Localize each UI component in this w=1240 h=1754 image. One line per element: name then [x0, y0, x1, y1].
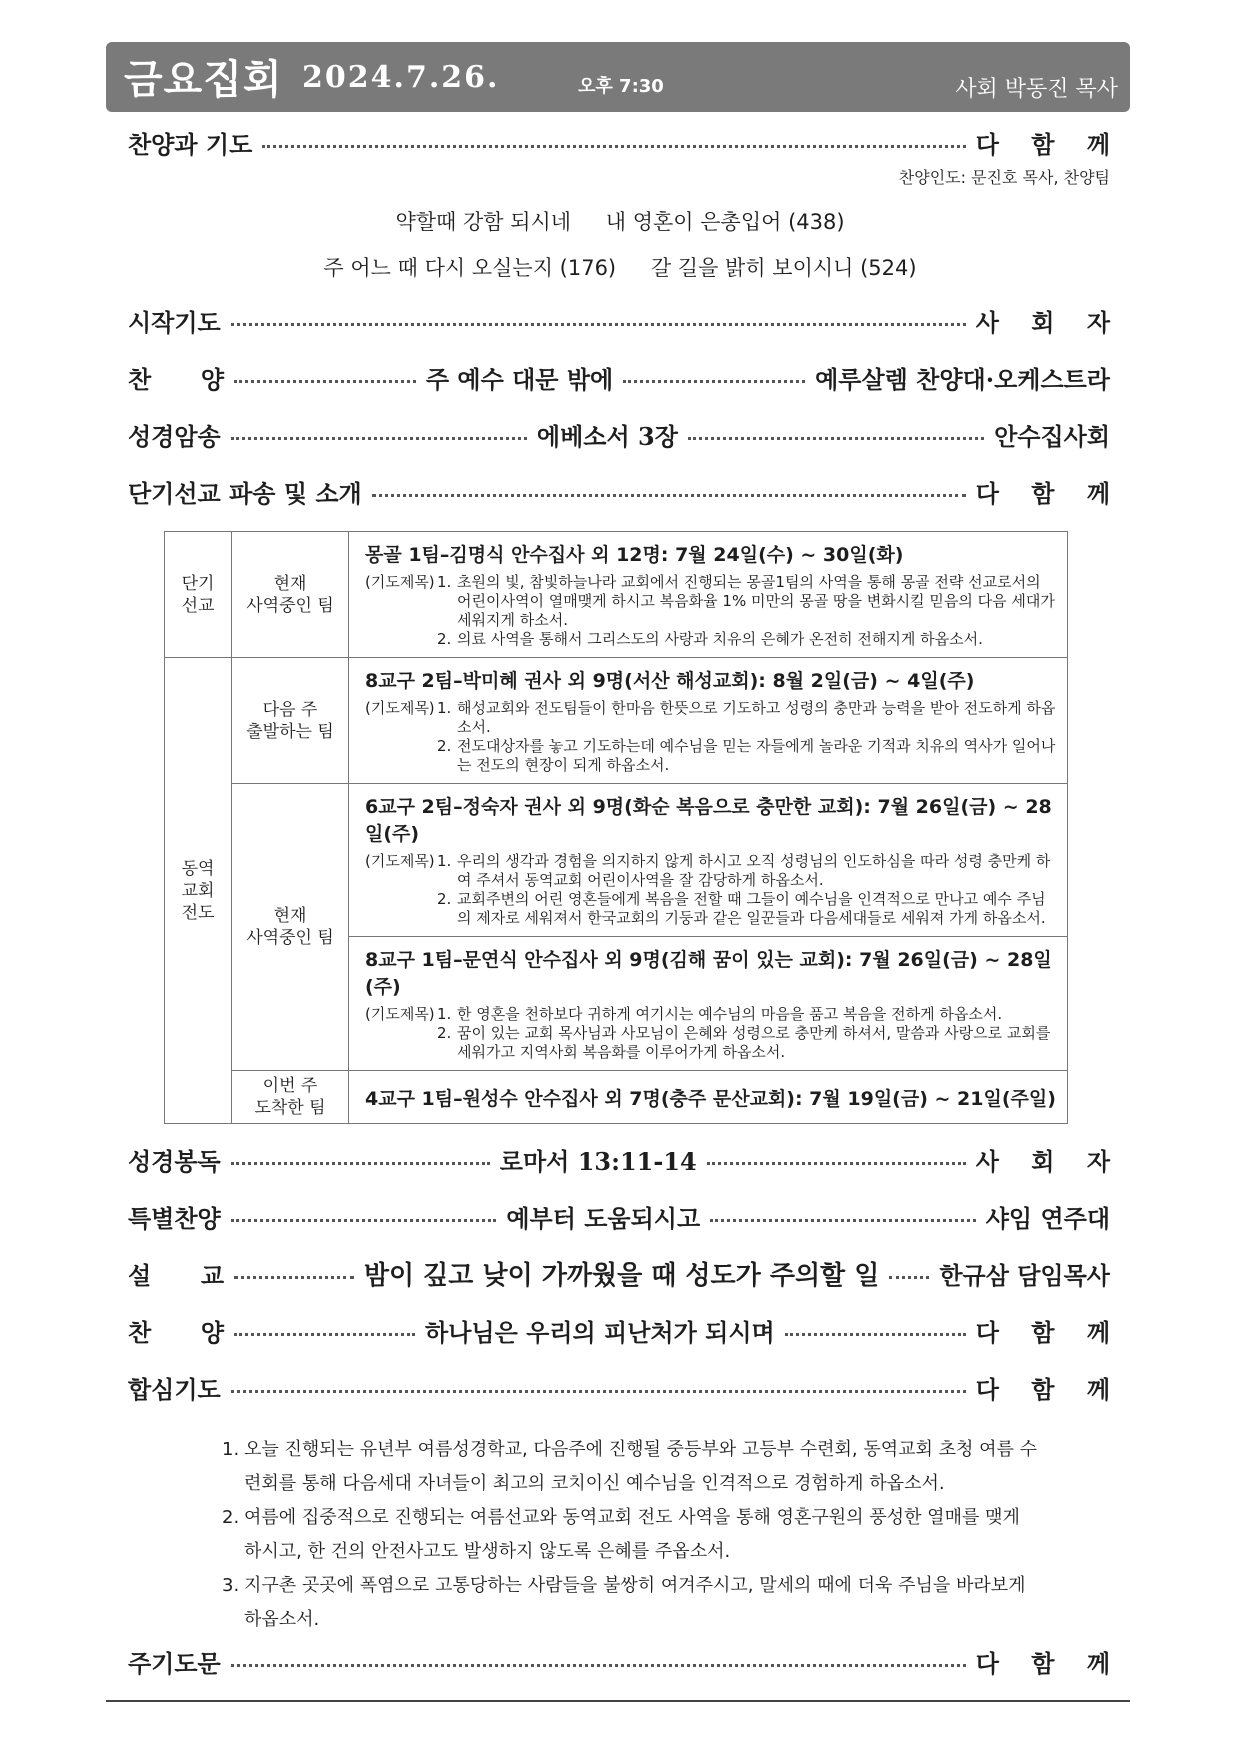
team-cell: [349, 784, 1068, 937]
dot-leader: [710, 1219, 976, 1222]
service-date: 2024.7.26.: [302, 60, 500, 95]
order-recitation: [128, 416, 1110, 452]
dot-leader: [231, 1162, 490, 1165]
status-cell: 현재 사역중인 팀: [232, 784, 349, 1071]
dot-leader: [231, 1219, 497, 1222]
order-label: 특별찬양: [128, 1203, 221, 1233]
sermon-title: 밤이 깊고 낮이 가까웠을 때 성도가 주의할 일: [363, 1260, 880, 1291]
order-right: 한규삼 담임목사: [939, 1260, 1110, 1290]
team-cell: [349, 1071, 1068, 1124]
bottom-rule: [106, 1700, 1130, 1702]
list-item: 2. 여름에 집중적으로 진행되는 여름선교와 동역교회 전도 사역을 통해 영혼구원의 풍성한 열매를 맺게 하시고, 한 건의 안전사고도 발생하지 않도록 은혜를 주옵소서.: [222, 1507, 1020, 1562]
order-right: 다 함 께: [975, 1317, 1123, 1347]
status-cell: 현재 사역중인 팀: [232, 532, 349, 658]
dot-leader: [688, 437, 984, 440]
header-bar: [106, 42, 1130, 112]
hymn-title: 갈 길을 밝히 보이시니 (524): [650, 256, 917, 280]
order-label: 합심기도: [128, 1374, 221, 1404]
order-title: 에베소서 3장: [536, 421, 678, 451]
prayer-item: 2. 전도대상자를 놓고 기도하는데 예수님을 믿는 자들에게 놀라운 기적과 치유의 역사가 일어나는 전도의 현장이 되게 하옵소서.: [437, 737, 1056, 774]
dot-leader: [231, 437, 527, 440]
list-item: 1. 오늘 진행되는 유년부 여름성경학교, 다음주에 진행될 중등부와 고등부 수련회, 동역교회 초청 여름 수련회를 통해 다음세대 자녀들이 최고의 코치이신 예수님을 인격적으로 경험하게 하옵소서.: [222, 1439, 1038, 1494]
order-title: 예부터 도움되시고: [506, 1203, 701, 1233]
team-name: 몽골 1팀–김명식 안수집사 외 12명: 7월 24일(수) ~ 30일(화): [365, 544, 904, 566]
dot-leader: [234, 1333, 415, 1336]
order-label: 찬양과 기도: [128, 129, 253, 159]
order-title: 주 예수 대문 밖에: [425, 364, 614, 394]
table-row: [165, 784, 1068, 937]
category-cell: 동역 교회 전도: [165, 658, 232, 1124]
category-cell: 단기 선교: [165, 532, 232, 658]
dot-leader: [262, 145, 965, 148]
list-item: 3. 지구촌 곳곳에 폭염으로 고통당하는 사람들을 불쌍히 여겨주시고, 말세의 때에 더욱 주님을 바라보게 하옵소서.: [222, 1575, 1026, 1630]
hymn-line-1: [0, 206, 1240, 236]
dot-leader: [372, 494, 966, 497]
order-label: 주기도문: [128, 1648, 221, 1678]
service-time: 오후 7:30: [578, 76, 664, 97]
prayer-item: (기도제목) 1. 우리의 생각과 경험을 의지하지 않게 하시고 오직 성령님의 인도하심을 따라 성령 충만케 하여 주셔서 동역교회 어린이사역을 잘 감당하게 하옵소서.: [365, 852, 1051, 889]
team-name: 8교구 1팀–문연식 안수집사 외 9명(김해 꿈이 있는 교회): 7월 26일(금) ~ 28일(주): [365, 949, 1052, 998]
order-special-music: [128, 1198, 1110, 1234]
order-label: 시작기도: [128, 307, 221, 337]
table-row: [165, 1071, 1068, 1124]
order-title: 로마서 13:11-14: [499, 1146, 697, 1176]
prayer-item: (기도제목) 1. 해성교회와 전도팀들이 한마음 한뜻으로 기도하고 성령의 충만과 능력을 받아 전도하게 하옵소서.: [365, 699, 1056, 736]
order-right: 다 함 께: [975, 129, 1122, 159]
unison-prayer-list: [222, 1433, 1042, 1637]
order-opening-prayer: [128, 302, 1122, 338]
praise-leader: 찬양인도: 문진호 목사, 찬양팀: [898, 168, 1110, 187]
order-title: 하나님은 우리의 피난처가 되시며: [425, 1317, 775, 1347]
order-right: 샤임 연주대: [985, 1203, 1111, 1233]
order-right: 다 함 께: [975, 1648, 1122, 1678]
hymn-line-2: [0, 252, 1240, 282]
prayer-item: 2. 교회주변의 어린 영혼들에게 복음을 전할 때 그들이 예수님을 인격적으로 만나고 예수 주님의 제자로 세워져서 한국교회의 기둥과 같은 일꾼들과 다음세대들로 세워져 가게 하옵소서.: [437, 890, 1046, 927]
table-row: [165, 532, 1068, 658]
hymn-title: 약할때 강함 되시네: [395, 210, 572, 234]
hymn-title: 내 영혼이 은총입어 (438): [605, 210, 845, 234]
dot-leader: [623, 380, 805, 383]
dot-leader: [889, 1276, 929, 1279]
presider: 사회 박동진 목사: [955, 77, 1118, 102]
table-row: [165, 658, 1068, 784]
prayer-item: (기도제목) 1. 한 영혼을 천하보다 귀하게 여기시는 예수님의 마음을 품고 복음을 전하게 하옵소서.: [365, 1005, 1003, 1023]
dot-leader: [707, 1162, 966, 1165]
status-cell: 이번 주 도착한 팀: [232, 1071, 349, 1124]
order-lords-prayer: [128, 1643, 1122, 1679]
order-praise-prayer: [128, 124, 1122, 160]
order-right: 다 함 께: [975, 478, 1122, 508]
dot-leader: [231, 1390, 966, 1393]
dot-leader: [234, 1276, 354, 1279]
order-label: 찬 양: [128, 1317, 224, 1347]
order-scripture: [128, 1141, 1123, 1177]
team-cell: [349, 937, 1068, 1071]
team-name: 8교구 2팀–박미혜 권사 외 9명(서산 해성교회): 8월 2일(금) ~ 4일(주): [365, 670, 975, 692]
order-label: 성경암송: [128, 421, 221, 451]
team-name: 6교구 2팀–정숙자 권사 외 9명(화순 복음으로 충만한 교회): 7월 26일(금) ~ 28일(주): [365, 796, 1052, 845]
service-title: 금요집회: [124, 57, 283, 103]
dot-leader: [785, 1333, 966, 1336]
team-cell: [349, 658, 1068, 784]
order-right: 사 회 자: [975, 1146, 1123, 1176]
hymn-title: 주 어느 때 다시 오실는지 (176): [323, 256, 617, 280]
order-label: 찬 양: [128, 364, 224, 394]
order-label: 단기선교 파송 및 소개: [128, 478, 362, 508]
order-right: 예루살렘 찬양대·오케스트라: [815, 364, 1110, 394]
prayer-item: 2. 의료 사역을 통해서 그리스도의 사랑과 치유의 은혜가 온전히 전해지게 하옵소서.: [437, 630, 983, 648]
team-cell: [349, 532, 1068, 658]
order-sermon: [128, 1255, 1110, 1291]
order-right: 안수집사회: [994, 421, 1110, 451]
order-label: 설 교: [128, 1260, 224, 1290]
status-cell: 다음 주 출발하는 팀: [232, 658, 349, 784]
order-unison-prayer: [128, 1369, 1122, 1405]
dot-leader: [234, 380, 416, 383]
order-hymn: [128, 1312, 1123, 1348]
prayer-item: 2. 꿈이 있는 교회 목사님과 사모님이 은혜와 성령으로 충만케 하셔서, 말씀과 사랑으로 교회를 세워가고 지역사회 복음화를 이루어가게 하옵소서.: [437, 1024, 1051, 1061]
order-right: 사 회 자: [975, 307, 1122, 337]
dot-leader: [231, 1664, 966, 1667]
order-mission-sending: [128, 473, 1122, 509]
team-name: 4교구 1팀–원성수 안수집사 외 7명(충주 문산교회): 7월 19일(금) ~ 21일(주일): [365, 1087, 1056, 1110]
mission-table: [164, 531, 1068, 1124]
order-anthem: [128, 359, 1110, 395]
prayer-item: (기도제목) 1. 초원의 빛, 참빛하늘나라 교회에서 진행되는 몽골1팀의 사역을 통해 몽골 전략 선교로서의 어린이사역이 열매맺게 하시고 복음화율 1% 미만의 몽골 땅을 변화시킬 믿음의 다음 세대가 세워지게 하소서.: [365, 573, 1055, 629]
order-label: 성경봉독: [128, 1146, 221, 1176]
order-right: 다 함 께: [975, 1374, 1122, 1404]
dot-leader: [231, 323, 966, 326]
